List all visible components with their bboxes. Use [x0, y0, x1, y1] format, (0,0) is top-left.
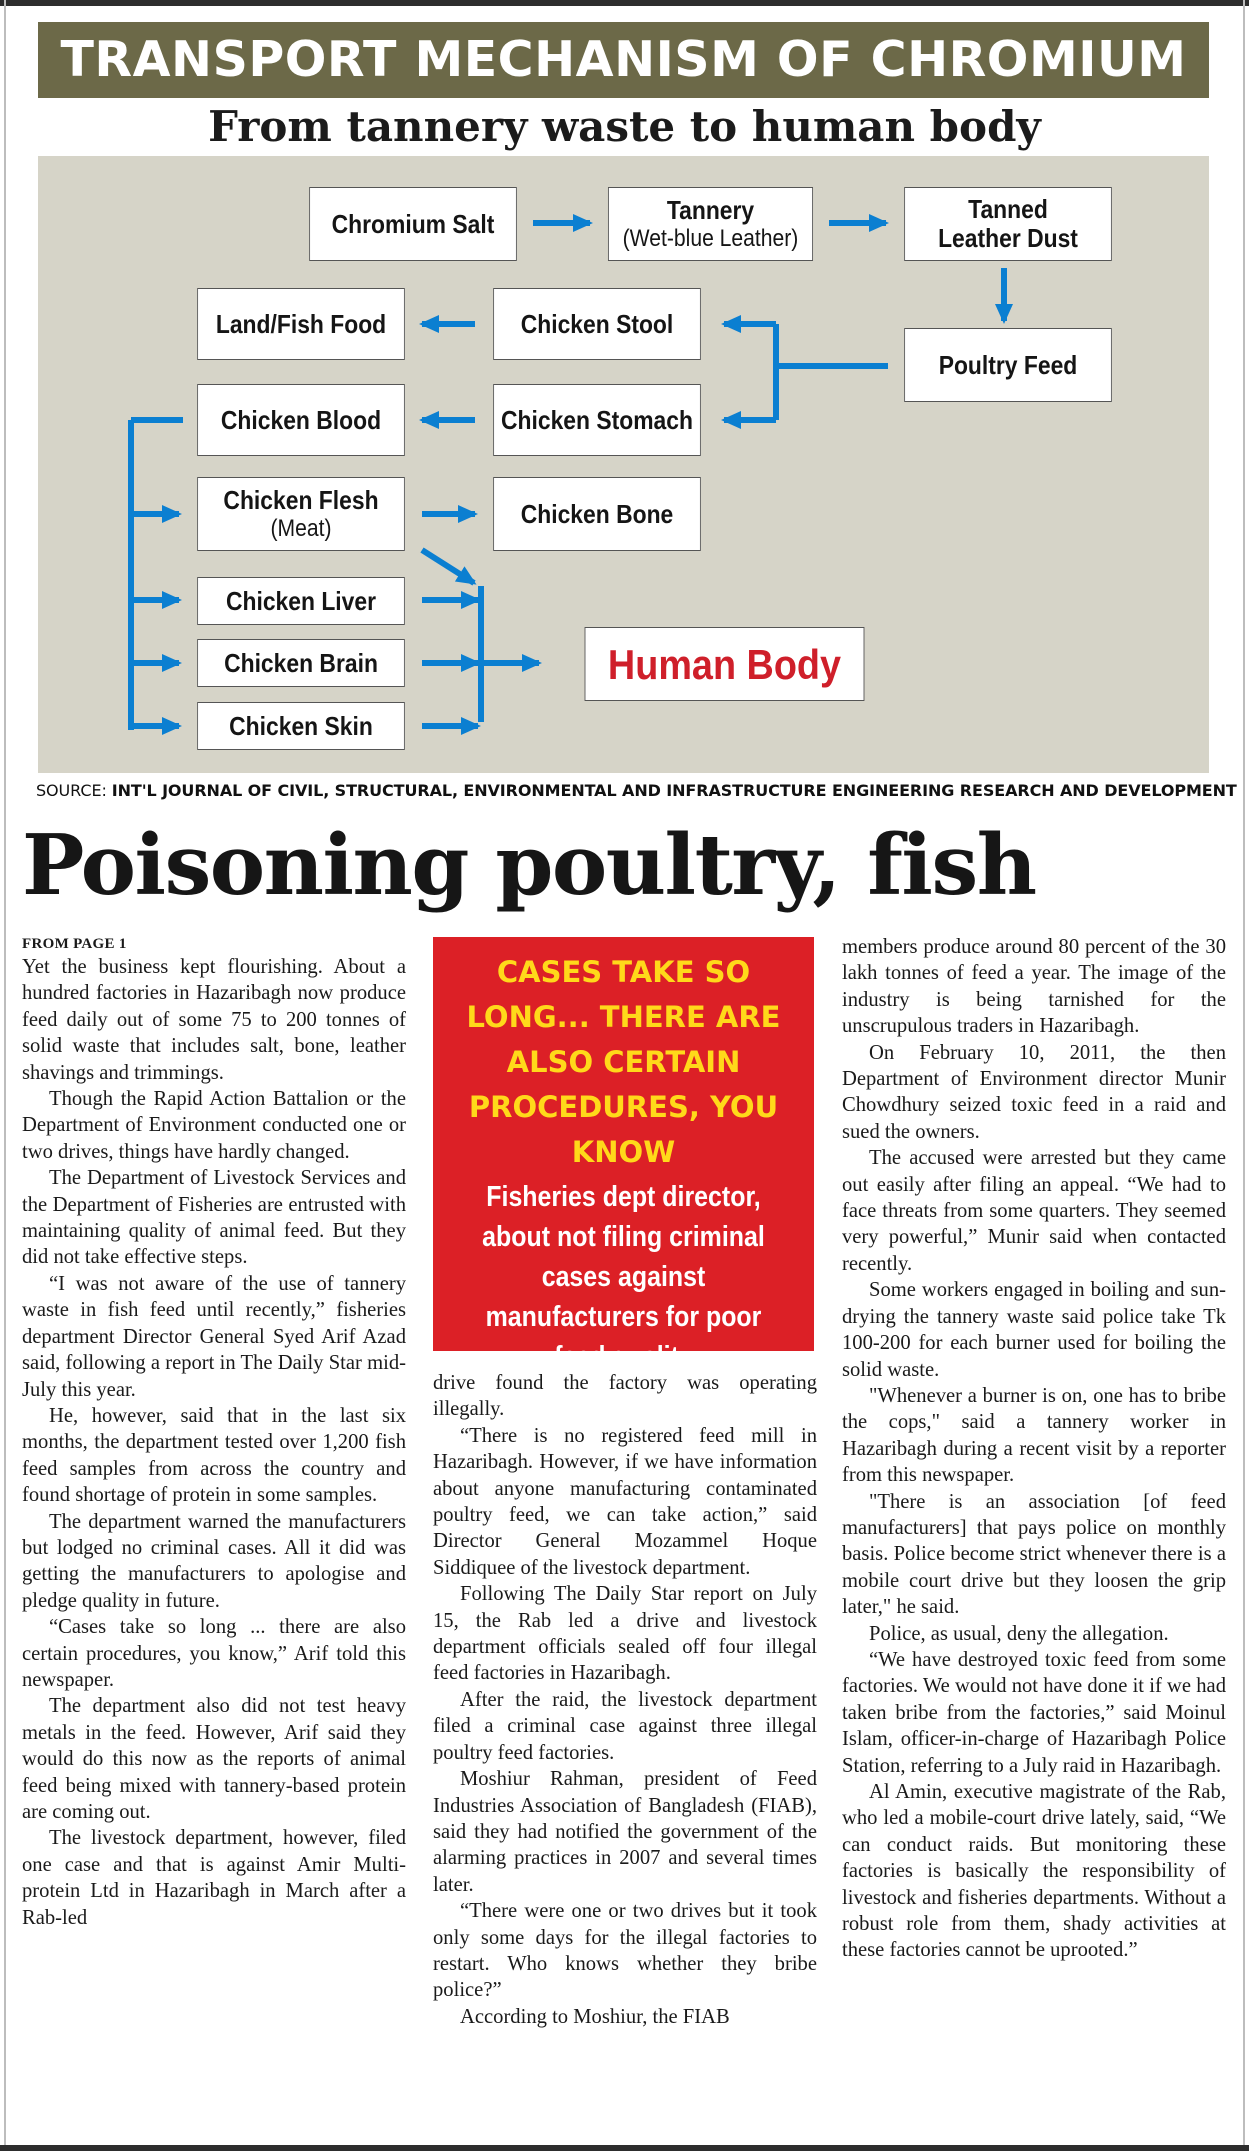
node-chicken-liver-label: Chicken Liver: [225, 585, 377, 616]
node-chicken-liver: [197, 577, 405, 625]
node-chicken-flesh: [197, 477, 405, 551]
node-tanned-leather-dust-line2: Leather Dust: [938, 223, 1078, 253]
paragraph: drive found the factory was operating illegally.: [433, 1372, 817, 1421]
graphic-banner-title: TRANSPORT MECHANISM OF CHROMIUM: [38, 22, 1209, 98]
paragraph: "Whenever a burner is on, one has to bribe the cops," said a tannery worker in Hazaribagh during a recent visit by a reporter from this newspaper.: [842, 1384, 1226, 1487]
paragraph: Al Amin, executive magistrate of the Rab, who led a mobile-court drive lately, said, “We can conduct raids. But monitoring these factories is basically the responsibility of livestock and fisheries departments. Without a robust role from them, shady activities at these factories cannot be uprooted.”: [842, 1781, 1226, 1962]
paragraph: On February 10, 2011, the then Department of Environment director Munir Chowdhury seized toxic feed in a raid and sued the owners.: [842, 1041, 1226, 1143]
node-chicken-skin: [197, 702, 405, 750]
node-chicken-blood: [197, 384, 405, 456]
paragraph: The department warned the manufacturers but lodged no criminal cases. All it did was getting the manufacturers to apologise and pledge quality in future.: [22, 1510, 406, 1612]
article-column-3: [842, 934, 1226, 2134]
node-tanned-leather-dust: [904, 187, 1112, 261]
paragraph: Some workers engaged in boiling and sun-drying the tannery waste said police take Tk 100-200 for each burner used for boiling the solid waste.: [842, 1279, 1226, 1381]
node-chicken-stool-label: Chicken Stool: [520, 308, 674, 339]
top-rule: [0, 0, 1249, 6]
paragraph: The department also did not test heavy metals in the feed. However, Arif said they would do this now as the reports of animal feed being mixed with tannery-based protein are coming out.: [22, 1695, 406, 1823]
source-text: INT'L JOURNAL OF CIVIL, STRUCTURAL, ENVIRONMENTAL AND INFRASTRUCTURE ENGINEERING RESEARCH AND DEVELOPMENT: [111, 781, 1237, 800]
node-chicken-brain: [197, 639, 405, 687]
node-chromium-salt-label: Chromium Salt: [331, 208, 495, 239]
node-poultry-feed-label: Poultry Feed: [938, 349, 1078, 380]
paragraph: “Cases take so long ... there are also certain procedures, you know,” Arif told this newspaper.: [22, 1616, 406, 1691]
paragraph: "There is an association [of feed manufacturers] that pays police on monthly basis. Police become strict whenever there is a mobile court drive but they loosen the grip later," he said.: [842, 1490, 1226, 1619]
paragraph: Following The Daily Star report on July 15, the Rab led a drive and livestock department officials sealed off four illegal feed factories in Hazaribagh.: [433, 1583, 817, 1685]
right-border: [1243, 0, 1245, 2151]
pull-quote-text: CASES TAKE SO LONG... THERE ARE ALSO CERTAIN PROCEDURES, YOU KNOW: [466, 955, 781, 1169]
paragraph: “We have destroyed toxic feed from some factories. We would not have done it if we had taken bribe from the factories,” said Moinul Islam, officer-in-charge of Hazaribagh Police Station, referring to a July raid in Hazaribagh.: [842, 1648, 1226, 1777]
paragraph: Yet the business kept flourishing. About a hundred factories in Hazaribagh now produce feed daily out of some 75 to 200 tonnes of solid waste that includes salt, bone, leather shavings and trimmings.: [22, 956, 406, 1084]
node-chicken-blood-label: Chicken Blood: [220, 404, 382, 435]
paragraph: “I was not aware of the use of tannery waste in fish feed until recently,” fisheries department Director General Syed Arif Azad said, following a report in The Daily Star mid-July this year.: [22, 1272, 406, 1401]
article-column-1: [22, 934, 406, 2134]
paragraph: members produce around 80 percent of the 30 lakh tonnes of feed a year. The image of the industry is being tarnished for the unscrupulous traders in Hazaribagh.: [842, 936, 1226, 1038]
node-chicken-bone: [493, 477, 701, 551]
node-chicken-stomach: [493, 384, 701, 456]
paragraph: He, however, said that in the last six months, the department tested over 1,200 fish feed samples from across the country and found shortage of protein in some samples.: [22, 1404, 406, 1507]
node-tanned-leather-dust-line1: Tanned: [968, 194, 1048, 224]
node-chicken-flesh-label: Chicken Flesh: [223, 485, 379, 515]
node-chromium-salt: [309, 187, 517, 261]
graphic-subtitle: From tannery waste to human body: [208, 102, 1041, 151]
paragraph: Police, as usual, deny the allegation.: [869, 1622, 1169, 1645]
source-label: SOURCE:: [36, 781, 112, 800]
paragraph: According to Moshiur, the FIAB: [460, 2005, 730, 2028]
from-page-jumpline: FROM PAGE 1: [22, 936, 127, 952]
node-poultry-feed: [904, 328, 1112, 402]
paragraph: The accused were arrested but they came out easily after filing an appeal. “We had to face threats from some quarters. They seemed very powerful,” Munir said when contacted recently.: [842, 1147, 1226, 1275]
node-human-body-label: Human Body: [607, 640, 842, 688]
node-tannery-sublabel: (Wet-blue Leather): [622, 225, 799, 252]
arrow-flesh-diagonal: [422, 550, 474, 583]
node-chicken-stool: [493, 288, 701, 360]
node-tannery-label: Tannery: [666, 195, 755, 225]
paragraph: After the raid, the livestock department filed a criminal case against three illegal poultry feed factories.: [433, 1688, 817, 1764]
paragraph: Moshiur Rahman, president of Feed Industries Association of Bangladesh (FIAB), said they had notified the government of the alarming practices in 2007 and several times later.: [433, 1768, 817, 1896]
pull-quote-attribution: Fisheries dept director, about not filing criminal cases against manufacturers for poor feed quality: [482, 1181, 765, 1373]
node-chicken-brain-label: Chicken Brain: [224, 647, 378, 678]
node-chicken-skin-label: Chicken Skin: [229, 710, 373, 741]
pull-quote-box: [433, 937, 814, 1373]
paragraph: The Department of Livestock Services and the Department of Fisheries are entrusted with maintaining quality of animal feed. But they did not take effective steps.: [22, 1167, 406, 1269]
article-column-2: [433, 1370, 817, 2134]
paragraph: “There is no registered feed mill in Hazaribagh. However, if we have information about anyone manufacturing contaminated poultry feed, we can take action,” said Director General Mozammel Hoque Siddiquee of the livestock department.: [433, 1424, 817, 1579]
node-land-fish-food-label: Land/Fish Food: [215, 308, 387, 339]
graphic-source: [36, 781, 1237, 800]
node-land-fish-food: [197, 288, 405, 360]
article-headline: Poisoning poultry, fish: [22, 816, 1036, 914]
chromium-flow-diagram: [38, 156, 1209, 773]
node-chicken-bone-label: Chicken Bone: [520, 498, 674, 529]
bottom-rule: [0, 2145, 1249, 2151]
paragraph: Though the Rapid Action Battalion or the Department of Environment conducted one or two drives, things have hardly changed.: [22, 1088, 406, 1163]
node-chicken-flesh-sublabel: (Meat): [270, 515, 332, 542]
left-border: [4, 0, 6, 2151]
paragraph: “There were one or two drives but it took only some days for the illegal factories to restart. Who knows whether they bribe police?”: [433, 1900, 817, 2002]
node-chicken-stomach-label: Chicken Stomach: [500, 404, 693, 435]
paragraph: The livestock department, however, filed one case and that is against Amir Multi-protein Ltd in Hazaribagh in March after a Rab-led: [22, 1827, 406, 1929]
node-tannery: [608, 187, 813, 261]
node-human-body: [585, 627, 865, 701]
